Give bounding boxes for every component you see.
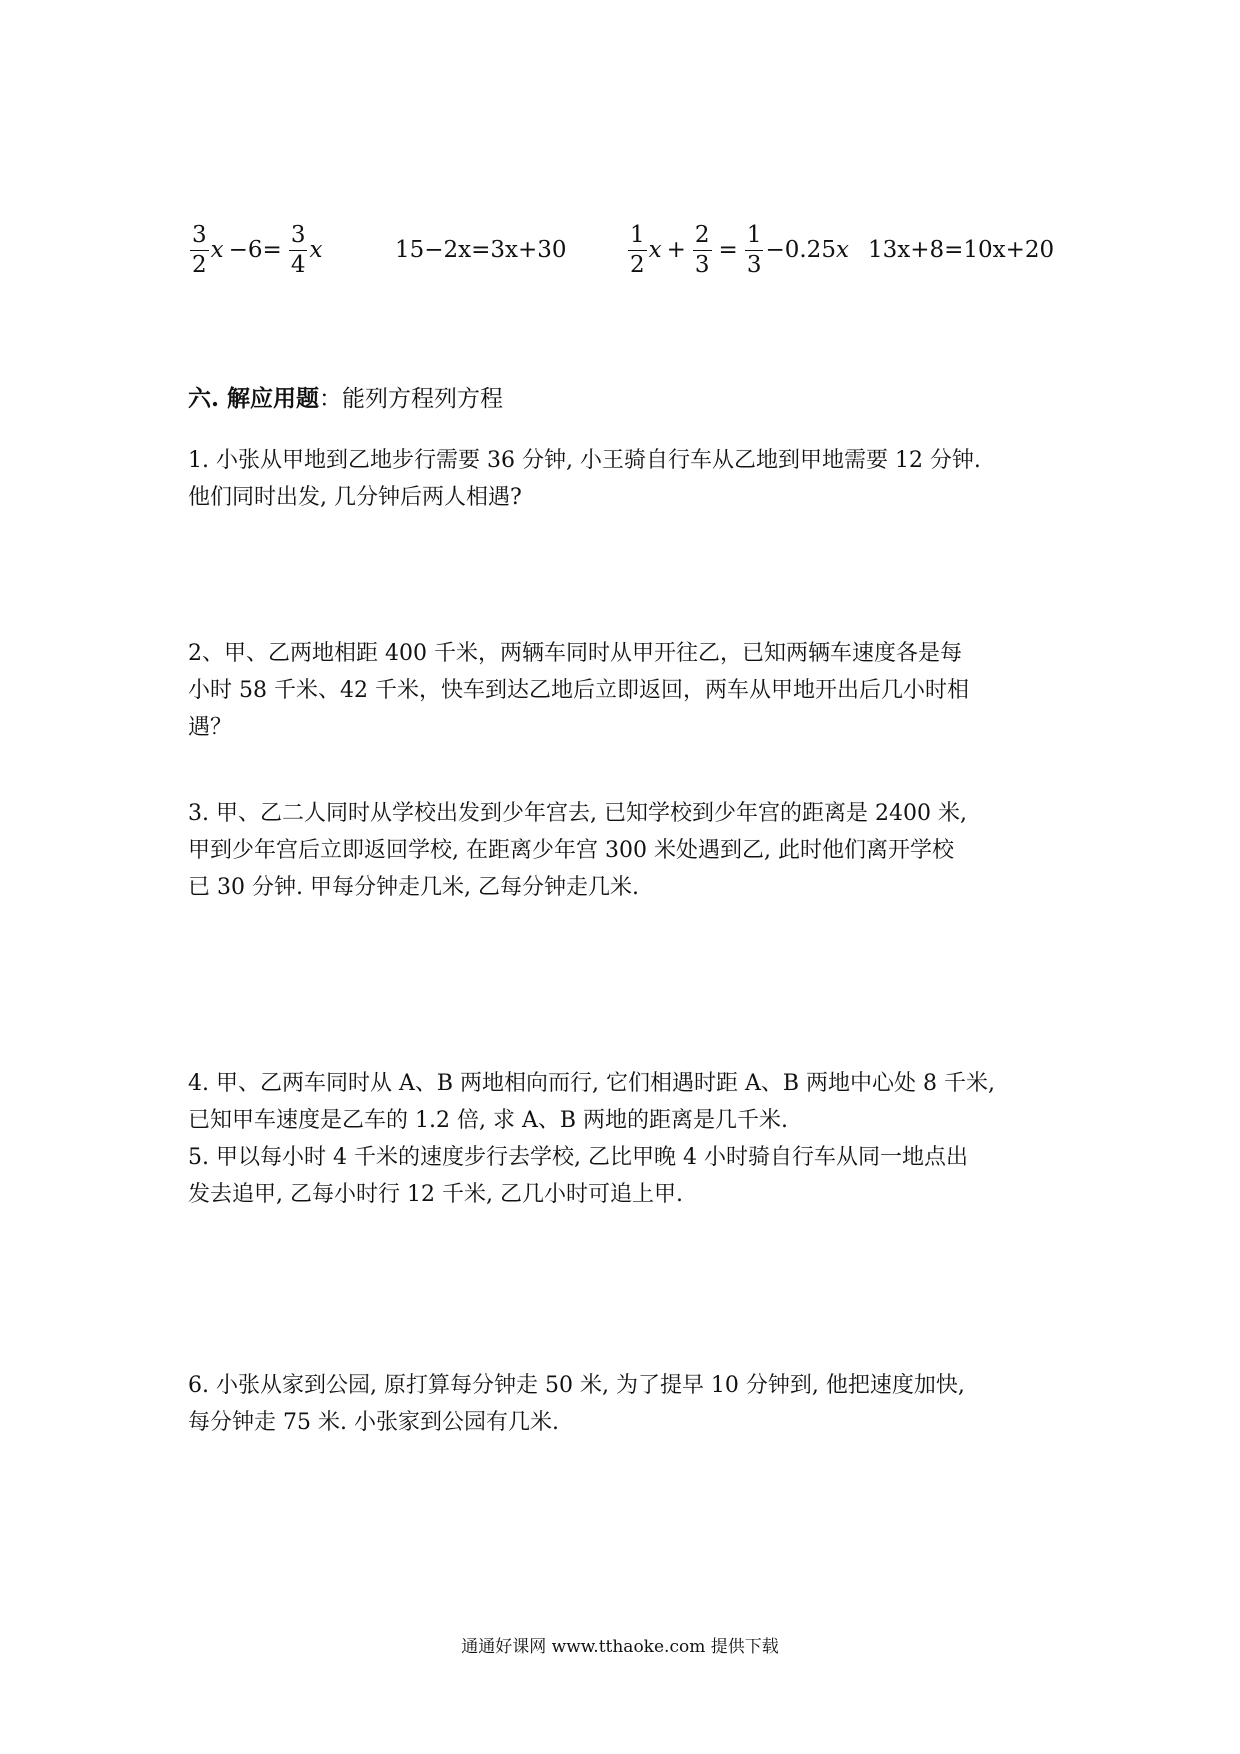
section-heading — [188, 380, 503, 413]
equation-2: 15−2x=3x+30 — [395, 237, 567, 263]
equation-1: $\frac{3}{2}$ x −6= $\frac{3}{4}$ x — [192, 221, 323, 278]
fraction: $\frac{1}{3}$ — [746, 221, 762, 278]
section-subtitle: ：能列方程列方程 — [319, 386, 504, 412]
equation-4: 13x+8=10x+20 — [868, 237, 1055, 263]
equation-row — [188, 215, 1088, 285]
section-title: 六. 解应用题 — [188, 385, 320, 412]
problem-4-5: 4. 甲、乙两车同时从 A、B 两地相向而行, 它们相遇时距 A、B 两地中心处 8 千米, 已知甲车速度是乙车的 1.2 倍, 求 A、B 两地的距离是几千米. 5. 甲以每小时 4 千米的速度步行去学校, 乙比甲晚 4 小时骑自行车从同一地点出 发去追甲, 乙每小时行 12 千米, 乙几小时可追上甲. — [188, 1071, 996, 1207]
fraction: $\frac{3}{4}$ — [290, 221, 306, 278]
problem-1: 1. 小张从甲地到乙地步行需要 36 分钟, 小王骑自行车从乙地到甲地需要 12 分钟. 他们同时出发, 几分钟后两人相遇? — [188, 448, 981, 510]
problem-6: 6. 小张从家到公园, 原打算每分钟走 50 米, 为了提早 10 分钟到, 他把速度加快, 每分钟走 75 米. 小张家到公园有几米. — [188, 1373, 965, 1435]
equation-3: $\frac{1}{2}$ x + $\frac{2}{3}$ = $\frac{1}{3}$ −0.25 x — [630, 221, 849, 278]
fraction: $\frac{2}{3}$ — [694, 221, 710, 278]
fraction: $\frac{1}{2}$ — [630, 221, 645, 278]
problem-2: 2、甲、乙两地相距 400 千米，两辆车同时从甲开往乙，已知两辆车速度各是每 小时 58 千米、42 千米，快车到达乙地后立即返回，两车从甲地开出后几小时相 遇？ — [188, 641, 969, 740]
fraction: $\frac{3}{2}$ — [192, 221, 207, 278]
problem-3: 3. 甲、乙二人同时从学校出发到少年宫去, 已知学校到少年宫的距离是 2400 米, 甲到少年宫后立即返回学校, 在距离少年宫 300 米处遇到乙, 此时他们离开学校 已 30 分钟. 甲每分钟走几米, 乙每分钟走几米. — [188, 801, 967, 900]
footer: 通通好课网 www.tthaoke.com 提供下载 — [461, 1637, 779, 1657]
